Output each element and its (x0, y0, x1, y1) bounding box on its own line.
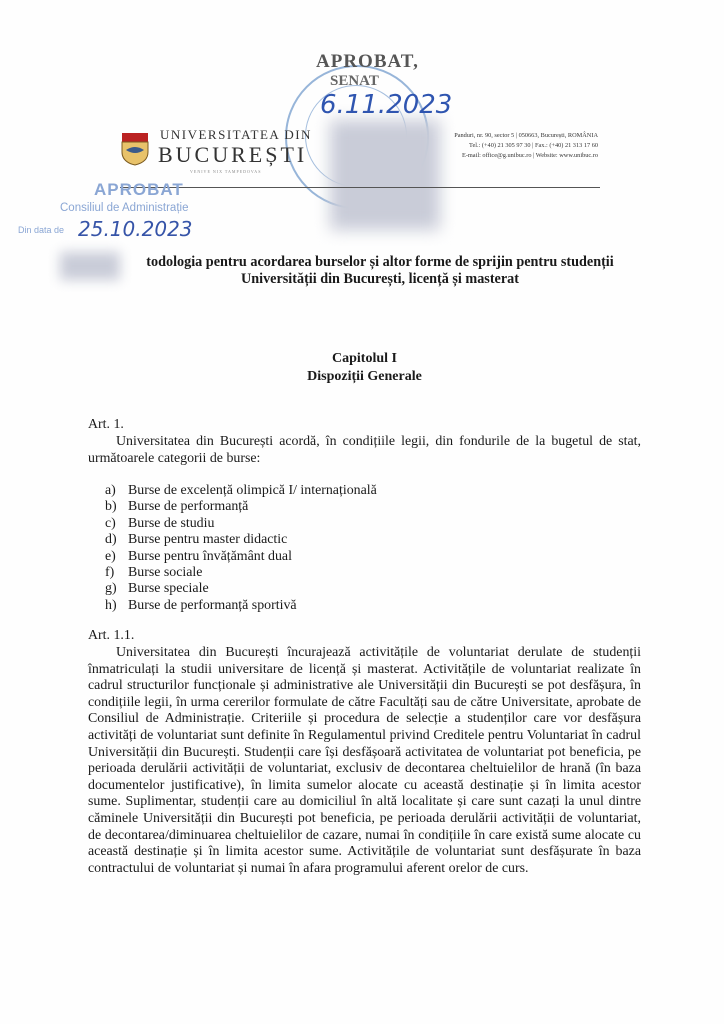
title-line2: Universității din București, licență și masterat (241, 271, 519, 287)
council-date-handwritten: 25.10.2023 (78, 217, 193, 241)
list-item (105, 483, 377, 499)
list-letter: a) (105, 483, 116, 498)
university-name-line1: UNIVERSITATEA DIN (160, 127, 312, 142)
list-letter: e) (105, 548, 116, 564)
list-letter: h) (105, 597, 117, 613)
list-letter: d) (105, 532, 117, 548)
list-letter: g) (105, 581, 117, 597)
list-item (105, 549, 377, 565)
council-date-label: Din data de (18, 225, 65, 235)
list-text: Burse speciale (128, 581, 209, 597)
list-text: Burse de performanță sportivă (128, 597, 297, 613)
article-1-heading: Art. 1. (88, 417, 124, 432)
chapter-heading (88, 350, 641, 386)
phone-fax: Tel.: (+40) 21 305 97 30 | Fax.: (+40) 21 313 17 60 (469, 142, 598, 149)
council-approved-stamp: APROBAT (94, 180, 184, 199)
header-divider (120, 187, 600, 188)
email-website: E-mail: office@g.unibuc.ro | Website: www.unibuc.ro (461, 152, 598, 159)
university-crest-icon (121, 132, 149, 166)
senate-approved-label: APROBAT, (316, 51, 419, 72)
article-1-1-text: Universitatea din București încurajează activitățile de voluntariat derulate de studenții înmatriculați la studii universitare de licență și masterat. Activitățile de voluntariat realizate în cadrul structurilor funcționale și administrative ale Universității din București se pot desfășura, în condițiile legii, în urma cererilor formulate de către Facultăți sau de către Universitate, aprobate de Consiliul de Administrație. Criteriile și procedura de selecție a studenților care vor desfășura activități de voluntariat sunt definite în Regulamentul privind Creditele pentru Voluntariat în cadrul Universității din București. Studenții care își desfășoară activitatea de voluntariat pot beneficia, pe perioada derulării activității de voluntariat, exclusiv de decontarea cheltuielilor de hrană (în baza documentelor justificative), în limita sumelor alocate cu această destinație și în limita acestor sume. Suplimentar, studenții care au domiciliul în altă localitate și care sunt cazați la unul dintre căminele Universității din București pot beneficia, pe perioada derulării activității de voluntariat, de decontarea/diminuarea cheltuielilor de cazare, numai în condițiile în care există sume alocate cu această destinație și în limita acestor sume. Activitățile de voluntariat sunt desfășurate în baza contractului de voluntariat și numai în afara programului aferent orelor de curs. (88, 645, 641, 876)
university-name-line2: BUCUREȘTI (158, 142, 308, 167)
council-name-stamp: Consiliul de Administrație (60, 202, 189, 214)
list-item (105, 532, 377, 548)
list-item (105, 499, 377, 515)
list-letter: f) (105, 565, 115, 581)
chapter-number: Capitolul I (332, 351, 397, 366)
senate-label: SENAT (330, 73, 379, 89)
document-title (120, 254, 640, 288)
list-letter: c) (105, 515, 116, 531)
list-text: Burse pentru master didactic (128, 532, 288, 548)
redacted-area-title (60, 252, 120, 280)
list-text: Burse de performanță (128, 499, 249, 515)
list-text: Burse de excelență olimpică I/ internațională (128, 483, 377, 498)
list-item (105, 565, 377, 581)
list-letter: b) (105, 499, 117, 515)
chapter-name: Dispoziții Generale (307, 369, 422, 384)
article-1-text: Universitatea din București acordă, în condițiile legii, din fondurile de la bugetul de stat, următoarele categorii de burse: (88, 434, 641, 466)
list-item (105, 516, 377, 532)
scholarship-list (105, 483, 377, 614)
list-item (105, 581, 377, 597)
article-1-1-heading: Art. 1.1. (88, 628, 135, 643)
title-line1: todologia pentru acordarea burselor și altor forme de sprijin pentru studenții (146, 254, 614, 270)
list-text: Burse pentru învățământ dual (128, 548, 292, 564)
list-text: Burse sociale (128, 565, 203, 581)
contact-block (420, 131, 598, 161)
senate-date-handwritten: 6.11.2023 (320, 90, 453, 120)
list-text: Burse de studiu (128, 515, 215, 531)
address: Panduri, nr. 90, sector 5 | 050663, București, ROMÂNIA (454, 132, 598, 139)
list-item (105, 598, 377, 614)
university-tagline: VENIVE NIX TAMPEDOVAS (190, 169, 262, 174)
